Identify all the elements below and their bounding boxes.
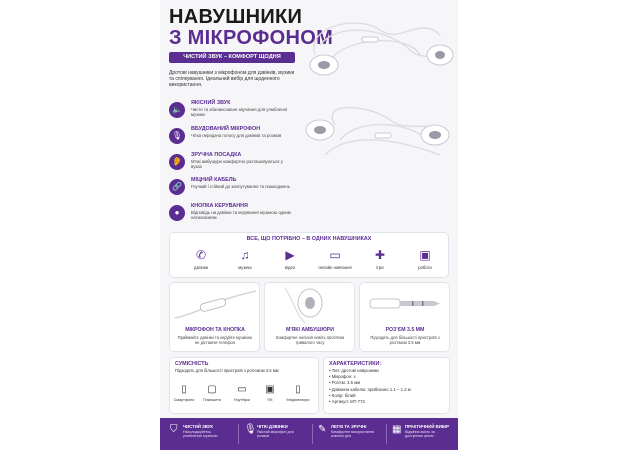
tablet-icon: ▢ — [207, 384, 217, 395]
footer-item — [244, 422, 302, 448]
control-button-icon: ● — [169, 205, 185, 221]
footer-divider — [386, 424, 387, 444]
use-label: музика — [238, 265, 252, 270]
feature-microphone — [169, 126, 299, 150]
use-item — [270, 248, 310, 270]
footer-text: Насолоджуйтесь улюбленою музикою — [183, 430, 218, 439]
cable-icon: 🔗 — [169, 179, 185, 195]
footer-title: ЧИСТИЙ ЗВУК — [183, 424, 214, 429]
feature-text: М'які амбушури комфортно розташовуються у вухах — [191, 159, 283, 170]
microphone-icon: 🎙 — [244, 424, 257, 435]
spec-item: • Колір: білий — [329, 392, 356, 398]
footer-bar — [160, 418, 458, 450]
tile-text: Приймайте дзвінки та керуйте музикою не дістаючи телефон — [177, 335, 253, 345]
use-item — [225, 248, 265, 270]
footer-title: ЧІТКІ ДЗВІНКИ — [257, 424, 288, 429]
media-player-icon: ▯ — [295, 384, 301, 395]
use-item — [360, 248, 400, 270]
product-page — [160, 0, 458, 450]
use-label: відео — [284, 265, 296, 270]
gift-icon: ▦ — [392, 424, 402, 435]
footer-item — [318, 422, 376, 448]
speaker-icon: 🔈 — [169, 102, 185, 118]
tile-title: М'ЯКІ АМБУШЮРИ — [286, 327, 334, 333]
jack-plug-image — [360, 283, 451, 325]
feature-text: Чітка передача голосу для дзвінків та розмов — [191, 133, 282, 138]
use-label: дзвінки — [193, 265, 208, 270]
use-label: робота — [418, 265, 432, 270]
spec-item: • Роз'єм: 3.5 мм — [329, 380, 361, 386]
footer-text: Відмінна якість за доступною ціною — [405, 430, 435, 439]
laptop-icon: ▭ — [329, 248, 341, 262]
notebook-icon: ▭ — [237, 384, 247, 395]
spec-text: Роз'єм: 3.5 мм — [331, 380, 361, 386]
spec-text: Мікрофон: є — [331, 374, 356, 380]
device-label: Медіаплеєри — [286, 398, 310, 402]
feature-cable — [169, 177, 299, 201]
specs-list — [329, 368, 447, 405]
footer-title: ПРАКТИЧНИЙ ВИБІР — [405, 424, 449, 429]
microphone-remote-image — [170, 283, 261, 325]
phone-icon: ✆ — [195, 248, 207, 262]
use-label: онлайн навчання — [318, 265, 352, 270]
use-item — [315, 248, 355, 270]
device-item — [200, 384, 224, 402]
feature-title: МІЦНИЙ КАБЕЛЬ — [191, 177, 237, 183]
spec-item: • Артикул: МТ-772 — [329, 399, 365, 405]
spec-text: Тип: дротові навушники — [331, 368, 379, 373]
tile-title: МІКРОФОН ТА КНОПКА — [185, 327, 245, 333]
feature-control-button — [169, 203, 299, 227]
footer-text: Комфортне використання кожного дня — [331, 430, 374, 439]
device-item — [172, 384, 196, 402]
play-icon: ▶ — [285, 248, 295, 262]
feature-title: ЗРУЧНА ПОСАДКА — [191, 152, 242, 158]
footer-divider — [312, 424, 313, 444]
device-label: Ноутбуки — [233, 398, 251, 402]
music-icon: ♫ — [240, 248, 250, 262]
device-item — [258, 384, 282, 402]
ear-icon: 👂 — [169, 154, 185, 170]
feature-title: ВБУДОВАНИЙ МІКРОФОН — [191, 126, 261, 132]
tagline-banner: ЧИСТИЙ ЗВУК – КОМФОРТ ЩОДНЯ — [169, 52, 295, 63]
tile-text: Комфортне носіння навіть протягом тривалого часу — [275, 335, 345, 345]
use-item — [181, 248, 221, 270]
title-line-1: НАВУШНИКИ — [169, 6, 303, 28]
title-line-2: З МІКРОФОНОМ — [169, 27, 334, 49]
footer-title: ЛЕГКІ ТА ЗРУЧНІ — [331, 424, 367, 429]
tile-text: Підходить для більшості пристроїв з роз'ємом 3.5 мм — [370, 335, 440, 345]
product-description: Дротові навушники з мікрофоном для дзвінків, музики та спілкування. Ідеальний вибір для щоденного використання. — [169, 70, 295, 89]
spec-item: • Мікрофон: є — [329, 374, 356, 380]
footer-text: Якісний мікрофон для розмов — [257, 430, 294, 439]
spec-text: Довжина кабелю: приблизно 1.1 – 1.2 м — [331, 386, 411, 392]
compat-text: Підходить для більшості пристроїв з роз'ємом 3.5 мм — [175, 368, 279, 373]
device-item — [286, 384, 310, 402]
spec-item: • Тип: дротові навушники — [329, 368, 379, 373]
feature-text: Гнучкий і стійкий до заплутування та пошкоджень — [191, 184, 290, 189]
feature-text: Відповідь на дзвінки та керування музикою одним натисканням — [191, 210, 291, 221]
device-item — [230, 384, 254, 402]
footer-divider — [238, 424, 239, 444]
footer-item — [170, 422, 228, 448]
feature-text: Чисте та збалансоване звучання для улюбленої музики — [191, 107, 288, 118]
spec-item: • Довжина кабелю: приблизно 1.1 – 1.2 м — [329, 386, 411, 392]
feature-title: ЯКІСНИЙ ЗВУК — [191, 100, 231, 106]
pc-icon: ▣ — [265, 384, 275, 395]
footer-item — [392, 422, 450, 448]
uses-title: ВСЕ, ЩО ПОТРІБНО – В ОДНИХ НАВУШНИКАХ — [246, 236, 372, 242]
feature-sound — [169, 100, 299, 124]
microphone-icon: 🎙 — [169, 128, 185, 144]
earphones-image — [300, 5, 455, 175]
briefcase-icon: ▣ — [419, 248, 431, 262]
feature-fit — [169, 152, 299, 176]
device-label: Смартфони — [173, 398, 195, 402]
use-item — [405, 248, 445, 270]
spec-text: Артикул: МТ-772 — [331, 399, 365, 405]
smartphone-icon: ▯ — [181, 384, 187, 395]
spec-text: Колір: білий — [331, 392, 356, 398]
shield-icon: ⛉ — [170, 424, 178, 435]
specs-title: ХАРАКТЕРИСТИКИ: — [329, 361, 382, 367]
device-label: Планшети — [202, 398, 222, 402]
eartip-image — [265, 283, 356, 325]
tile-title: РОЗ'ЄМ 3.5 ММ — [385, 327, 425, 333]
feather-icon: ✎ — [318, 424, 327, 435]
feature-title: КНОПКА КЕРУВАННЯ — [191, 203, 248, 209]
device-label: ПК — [267, 398, 273, 402]
gamepad-icon: ✚ — [374, 248, 386, 262]
use-label: ігри — [376, 265, 384, 270]
compat-title: СУМІСНІСТЬ — [175, 361, 209, 367]
